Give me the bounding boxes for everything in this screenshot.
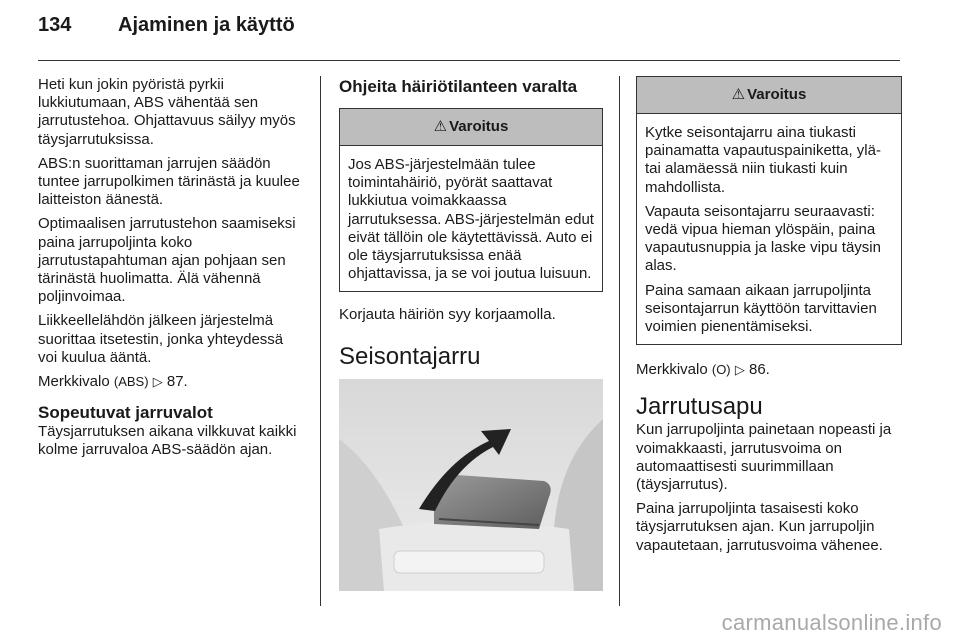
parking-brake-illustration (339, 379, 603, 591)
warning-text-2: Vapauta seisontajarru seuraavasti: vedä vipua hieman ylöspäin, paina vapautusnuppia ja laske vipu täysin alas. (645, 202, 881, 275)
warning-title: Varoitus (449, 118, 509, 135)
reference-prefix: Merkkivalo (636, 361, 708, 379)
warning-box-abs (339, 108, 603, 292)
warning-text-1: Kytke seisontajarru aina tiukasti painamatta vapautuspainiketta, ylä- tai alamäessä niin tiukasti kuin mahdollista. (645, 124, 881, 196)
page-number: 134 (38, 14, 72, 36)
repair-paragraph: Korjauta häiriön syy korjaamolla. (339, 306, 556, 324)
column-middle (339, 76, 603, 591)
abs-paragraph-2: ABS:n suorittaman jarrujen säädön tuntee jarrupolkimen tärinästä ja kuulee laitteiston äänestä. (38, 154, 300, 209)
subheading-adaptive-brake-lights: Sopeutuvat jarruvalot (38, 403, 213, 423)
warning-body (637, 114, 901, 344)
warning-text: Jos ABS-järjestelmään tulee toimintahäiriö, pyörät saattavat lukkiutua voimakkaassa jarrutuksessa. ABS-järjestelmän edut eivät tällöin ole käytettävissä. Auto ei ole täysjarrutuksissa enää ohjattavissa, ja se voi joutua luisuun. (348, 156, 594, 283)
page-title: Ajaminen ja käyttö (118, 14, 295, 36)
parking-brake-photo (339, 379, 603, 591)
heading-parking-brake: Seisontajarru (339, 342, 481, 370)
warning-header (637, 77, 901, 114)
parking-indicator-reference (636, 361, 902, 379)
brake-assist-paragraph-1: Kun jarrupoljinta painetaan nopeasti ja voimakkaasti, jarrutusvoima on automaattisesti suurimmillaan (täysjarrutus). (636, 421, 892, 494)
brake-lights-paragraph: Täysjarrutuksen aikana vilkkuvat kaikki kolme jarruvaloa ABS-säädön ajan. (38, 423, 297, 459)
abs-indicator-reference (38, 373, 306, 391)
reference-arrow-icon: ▷ (734, 362, 745, 378)
warning-header (340, 109, 602, 146)
warning-triangle-icon: ⚠ (433, 118, 448, 135)
warning-box-parking-brake (636, 76, 902, 345)
warning-body (340, 146, 602, 291)
warning-title: Varoitus (747, 86, 807, 103)
column-divider-1 (320, 76, 321, 606)
section-title-fault: Ohjeita häiriötilanteen varalta (339, 77, 578, 96)
abs-paragraph-3: Optimaalisen jarrutustehon saamiseksi paina jarrupoljinta koko jarrutustapahtuman ajan pohjaan sen tärinästä huolimatta. Älä vähennä poljinvoimaa. (38, 215, 296, 306)
column-left (38, 76, 306, 466)
header-divider (38, 60, 900, 61)
abs-paragraph-4: Liikkeellelähdön jälkeen järjestelmä suorittaa itsetestin, jonka yhteydessä voi kuulua ääntä. (38, 312, 284, 366)
reference-page: 87. (166, 373, 188, 391)
page-header (38, 12, 900, 52)
parking-brake-light-icon: (O) (711, 362, 731, 378)
watermark: carmanualsonline.info (721, 610, 942, 635)
reference-arrow-icon: ▷ (152, 374, 163, 390)
warning-text-3: Paina samaan aikaan jarrupoljinta seisontajarrun käyttöön tarvittavien voimien pienentämiseksi. (645, 281, 877, 336)
warning-triangle-icon: ⚠ (731, 86, 746, 103)
reference-page: 86. (748, 361, 770, 379)
brake-assist-paragraph-2: Paina jarrupoljinta tasaisesti koko täysjarrutuksen ajan. Kun jarrupoljin vapautetaan, jarrutusvoima vähenee. (636, 500, 883, 554)
abs-paragraph-1: Heti kun jokin pyöristä pyrkii lukkiutumaan, ABS vähentää sen jarrutustehoa. Ohjattavuus säilyy myös täysjarrutuksissa. (38, 76, 296, 148)
reference-prefix: Merkkivalo (38, 373, 110, 391)
column-divider-2 (619, 76, 620, 606)
heading-brake-assist: Jarrutusapu (636, 393, 763, 421)
abs-warning-light-icon: (ABS) (113, 374, 149, 390)
column-right (636, 76, 902, 561)
